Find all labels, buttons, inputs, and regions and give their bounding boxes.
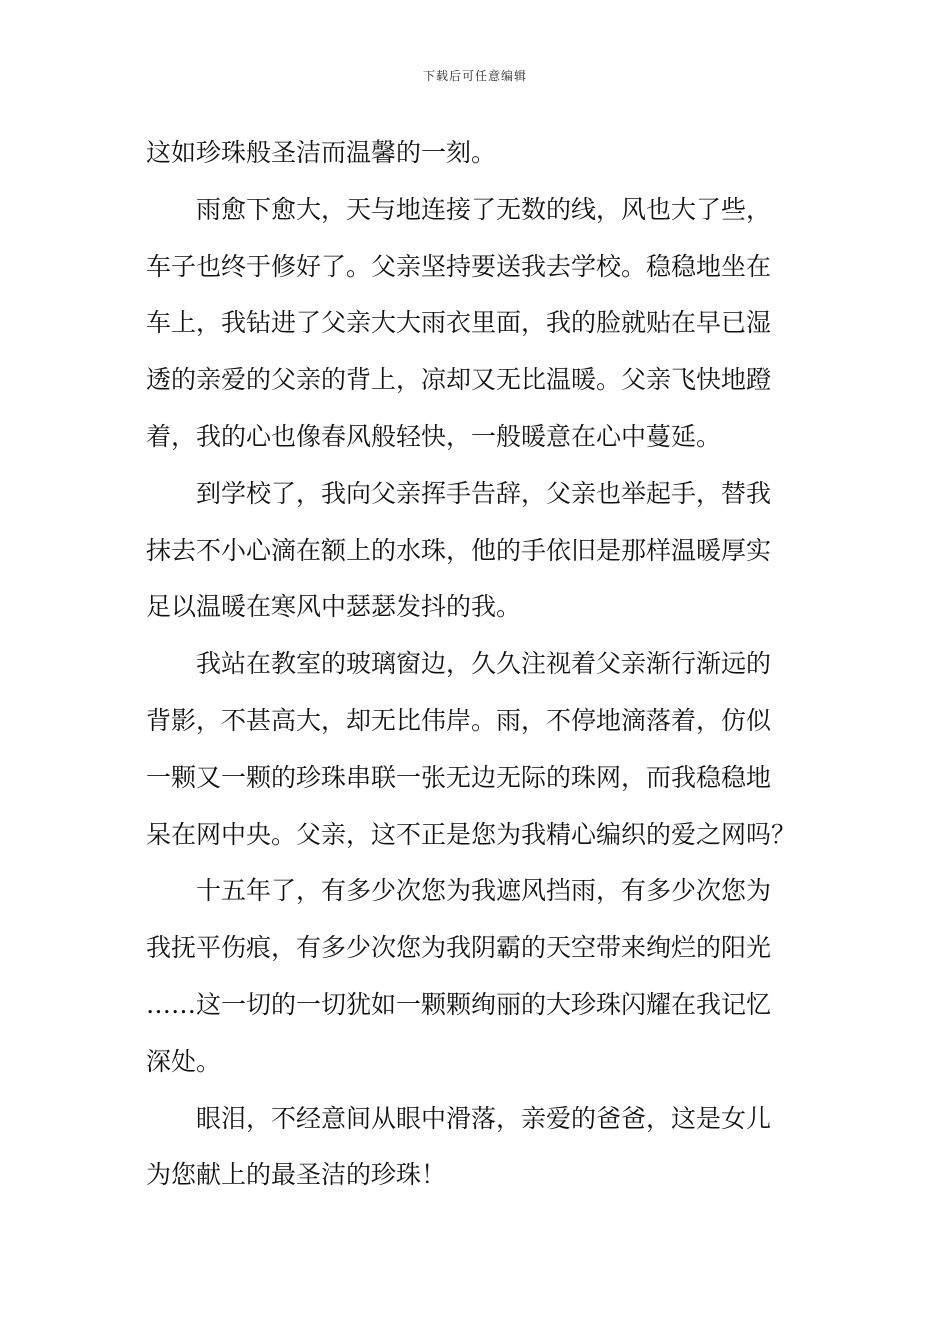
text-line: 一颗又一颗的珍珠串联一张无边无际的珠网，而我稳稳地 [146, 762, 772, 792]
text-line: 着，我的心也像春风般轻快，一般暖意在心中蔓延。 [146, 421, 722, 451]
text-line: 十五年了，有多少次您为我遮风挡雨，有多少次您为 [196, 876, 772, 906]
header-note: 下载后可任意编辑 [422, 69, 527, 83]
text-line: 这如珍珠般圣洁而温馨的一刻。 [146, 138, 497, 167]
text-line: 眼泪，不经意间从眼中滑落，亲爱的爸爸，这是女儿 [196, 1103, 772, 1133]
text-line: 呆在网中央。父亲，这不正是您为我精心编织的爱之网吗？ [146, 819, 797, 849]
text-line: 透的亲爱的父亲的背上，凉却又无比温暖。父亲飞快地蹬 [146, 365, 772, 395]
body-text [146, 125, 806, 1204]
text-line: 背影，不甚高大，却无比伟岸。雨，不停地滴落着，仿似 [146, 705, 772, 735]
text-line: 车子也终于修好了。父亲坚持要送我去学校。稳稳地坐在 [146, 251, 772, 281]
text-line: 深处。 [146, 1046, 222, 1076]
text-line: 为您献上的最圣洁的珍珠！ [146, 1160, 447, 1190]
text-line: 足以温暖在寒风中瑟瑟发抖的我。 [146, 592, 522, 622]
text-line: 到学校了，我向父亲挥手告辞，父亲也举起手，替我 [196, 478, 772, 508]
text-line: 我站在教室的玻璃窗边，久久注视着父亲渐行渐远的 [196, 649, 772, 679]
text-line: 我抚平伤痕，有多少次您为我阴霸的天空带来绚烂的阳光 [146, 933, 772, 963]
text-line: 抹去不小心滴在额上的水珠，他的手依旧是那样温暖厚实 [146, 535, 772, 565]
text-line: 车上，我钻进了父亲大大雨衣里面，我的脸就贴在早已湿 [146, 308, 772, 338]
text-line: 雨愈下愈大，天与地连接了无数的线，风也大了些， [196, 194, 772, 224]
text-line: ……这一切的一切犹如一颗颗绚丽的大珍珠闪耀在我记忆 [146, 989, 772, 1019]
